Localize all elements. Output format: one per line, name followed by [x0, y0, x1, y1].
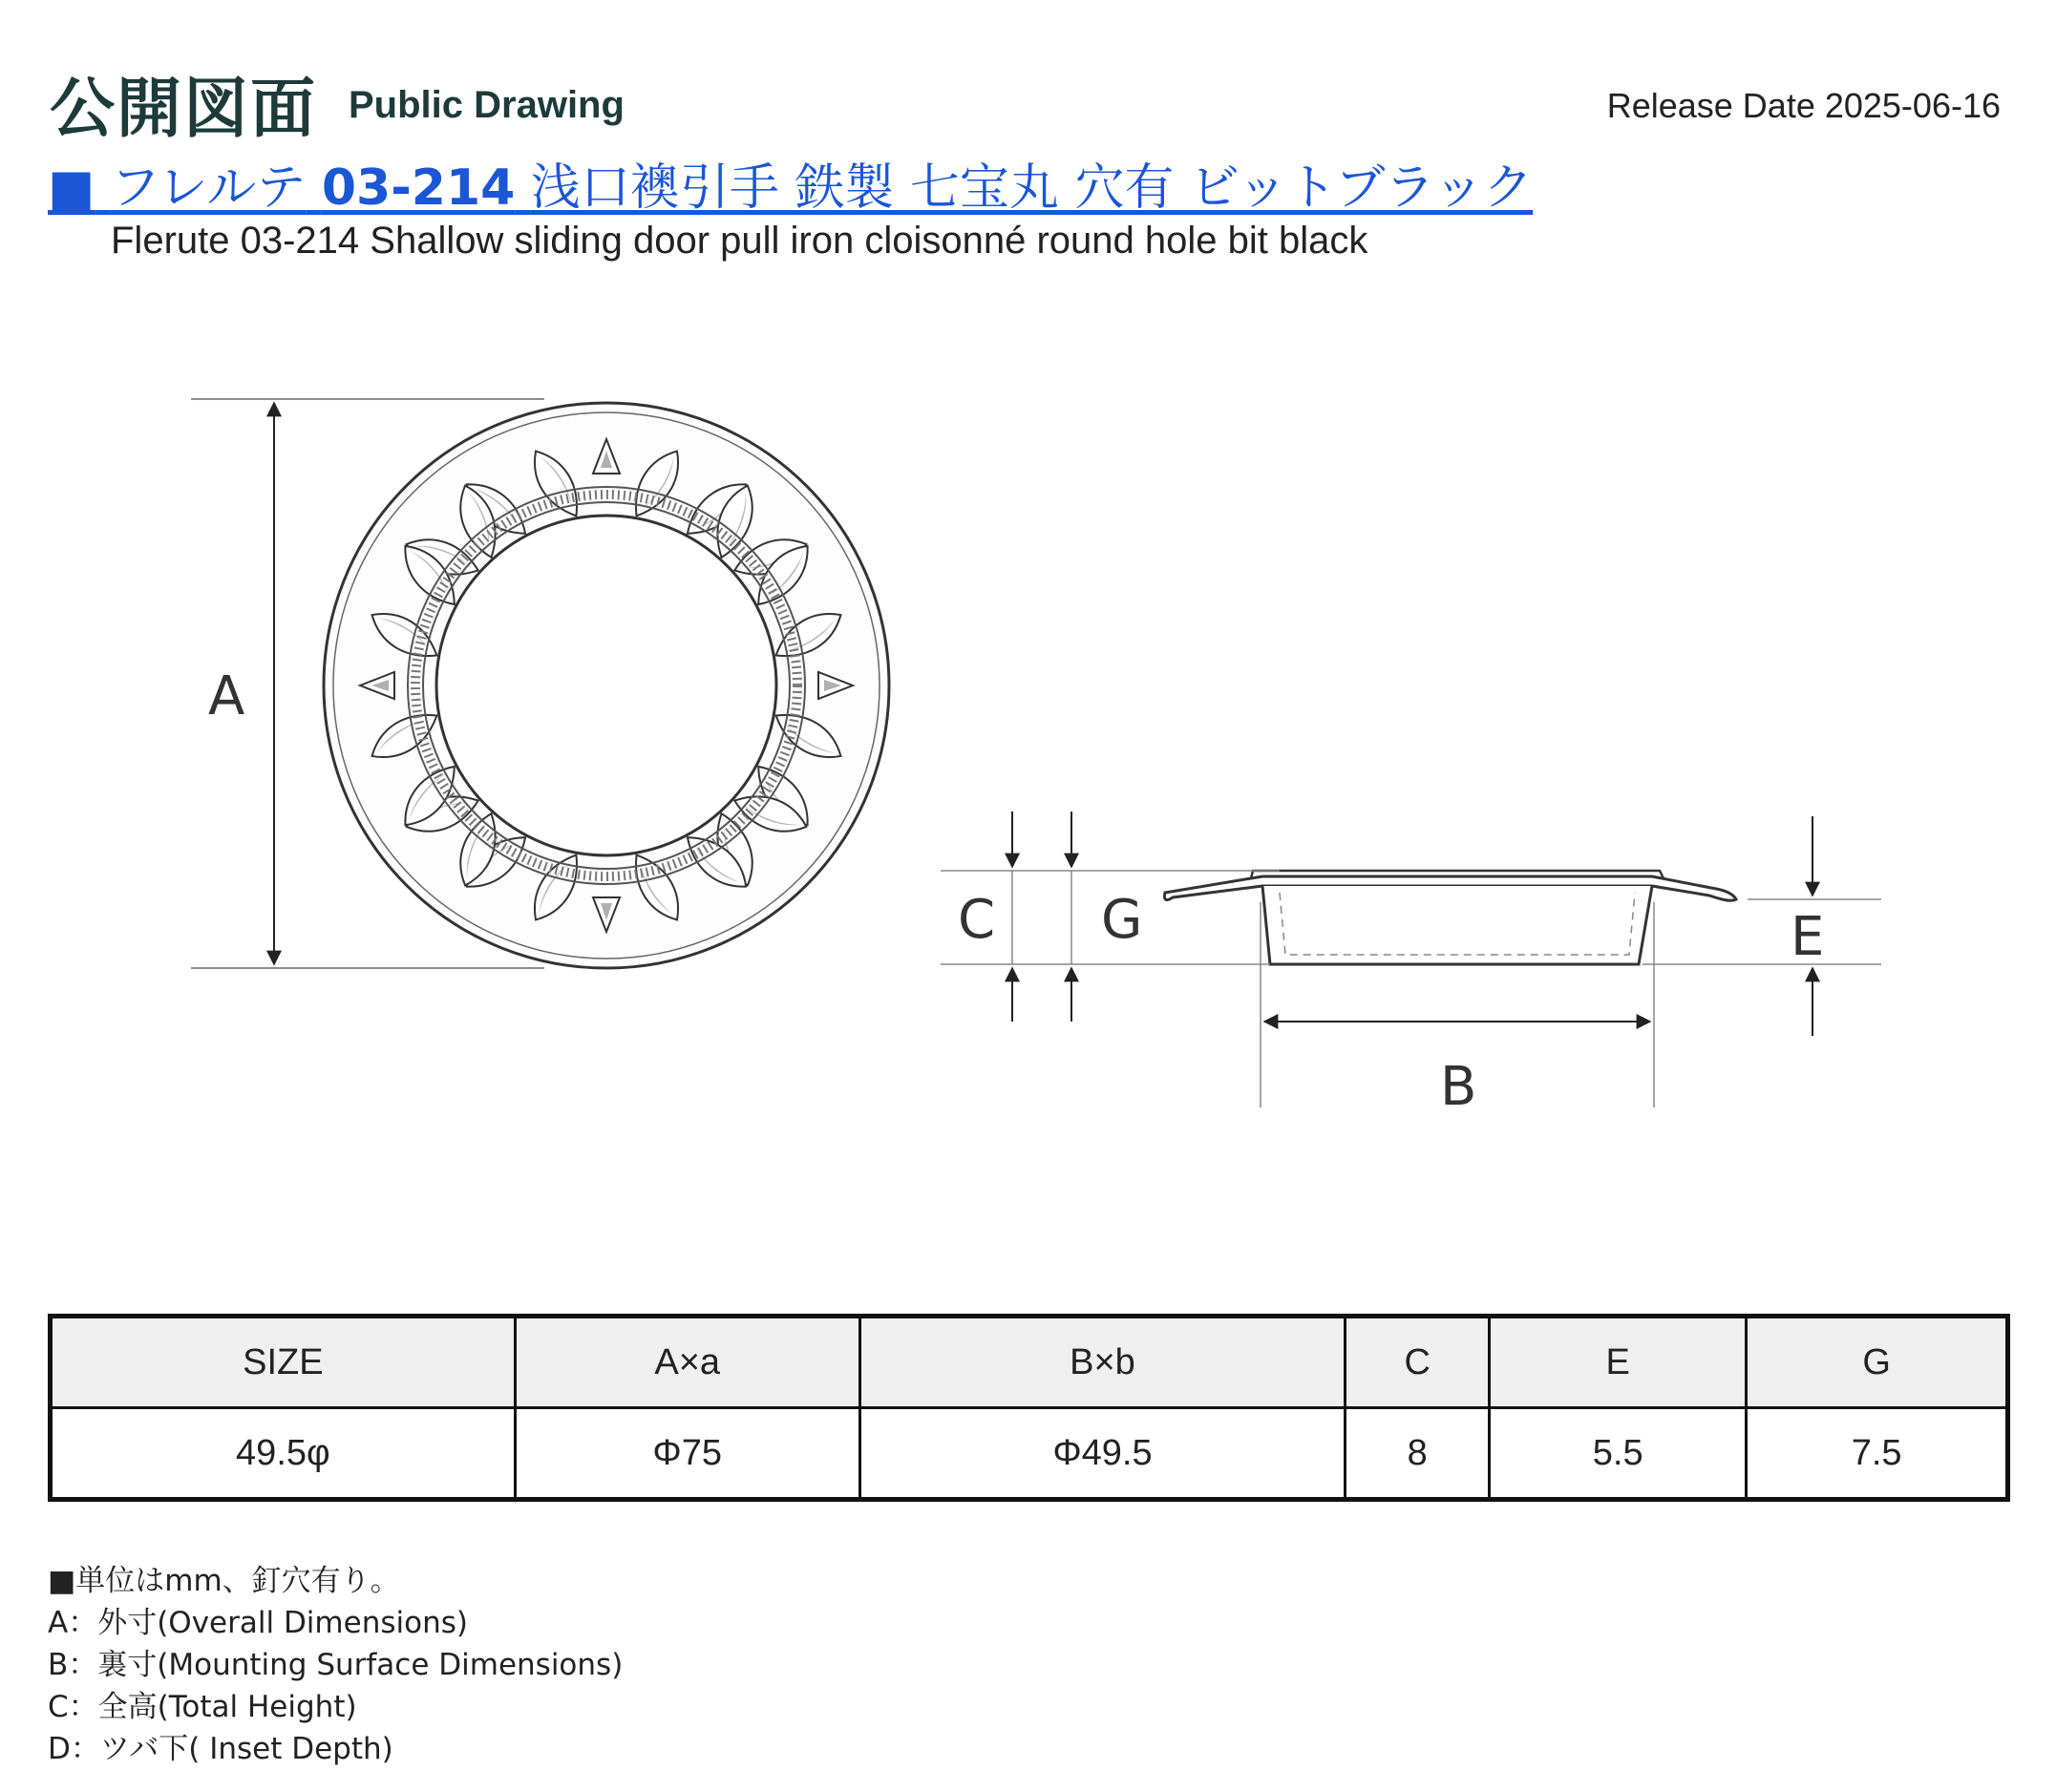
note-c: C：全高(Total Height) — [48, 1690, 357, 1724]
spec-header-e: E — [1490, 1317, 1747, 1408]
title-bullet: ■ — [48, 159, 95, 217]
spec-header-row — [51, 1317, 2008, 1408]
spec-cell-e: 5.5 — [1490, 1408, 1747, 1500]
note-b: B：裏寸(Mounting Surface Dimensions) — [48, 1648, 624, 1682]
dimension-c-g — [941, 812, 1280, 1022]
spec-cell-c: 8 — [1346, 1408, 1490, 1500]
label-g: G — [1101, 889, 1143, 951]
note-a: A：外寸(Overall Dimensions) — [48, 1606, 468, 1640]
side-view — [1164, 871, 1736, 964]
note-unit: ■単位はmm、釘穴有り。 — [48, 1564, 400, 1598]
spec-cell-size: 49.5φ — [51, 1408, 516, 1500]
spec-cell-a: Φ75 — [515, 1408, 859, 1500]
spec-table — [48, 1314, 2010, 1502]
spec-header-g: G — [1747, 1317, 2008, 1408]
spec-header-c: C — [1346, 1317, 1490, 1408]
table-row — [51, 1408, 2008, 1500]
label-b: B — [1440, 1056, 1477, 1118]
dimension-e — [1643, 816, 1881, 1036]
page-title-en: Public Drawing — [349, 84, 625, 126]
spec-cell-g: 7.5 — [1747, 1408, 2008, 1500]
spec-header-b: B×b — [859, 1317, 1345, 1408]
note-d: D：ツバ下( Inset Depth) — [48, 1732, 393, 1766]
title-name-prefix: フレルテ — [110, 159, 307, 217]
title-name-suffix: 浅口襖引手 鉄製 七宝丸 穴有 ビットブラック — [530, 159, 1534, 217]
release-date: Release Date 2025-06-16 — [1606, 86, 2001, 125]
page-title-ja: 公開図面 — [50, 72, 318, 147]
spec-header-size: SIZE — [51, 1317, 516, 1408]
title-product-code: 03-214 — [321, 159, 516, 217]
spec-cell-b: Φ49.5 — [859, 1408, 1345, 1500]
product-title-en: Flerute 03-214 Shallow sliding door pull iron cloisonné round hole bit black — [111, 220, 1368, 262]
label-a: A — [208, 665, 245, 727]
label-c: C — [958, 889, 996, 951]
notes — [48, 1560, 623, 1770]
front-view — [324, 403, 889, 968]
spec-header-a: A×a — [515, 1317, 859, 1408]
label-e: E — [1791, 906, 1825, 968]
